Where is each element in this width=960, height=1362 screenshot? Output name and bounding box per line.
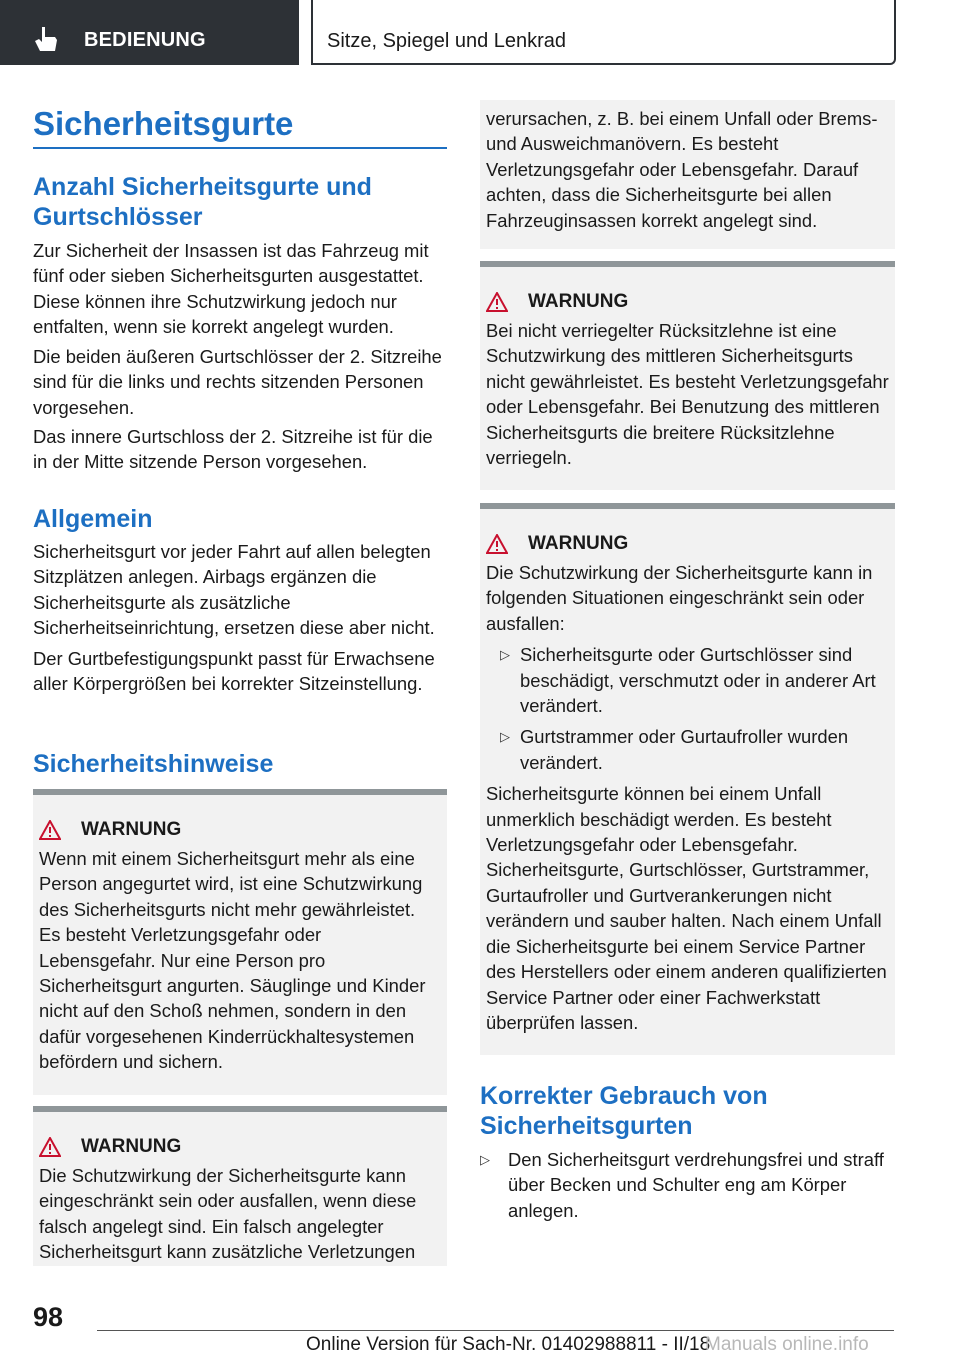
- title-divider: [33, 147, 447, 149]
- list-item-text: Den Sicherheitsgurt verdrehungsfrei und straff über Becken und Schulter eng am Körper anlegen.: [508, 1149, 884, 1221]
- warning-box-2: [33, 1106, 447, 1266]
- warning-triangle-icon: [39, 1137, 61, 1157]
- list-item: [486, 642, 889, 718]
- footer-watermark: Manuals online.info: [705, 1334, 869, 1355]
- list-item: [486, 724, 889, 775]
- warning-header: [39, 819, 441, 841]
- paragraph-5: Der Gurtbefestigungspunkt passt für Erwachsene aller Körpergrößen bei korrekter Sitzeinstellung.: [33, 648, 435, 695]
- list-item-text: Sicherheitsgurte oder Gurtschlösser sind beschädigt, verschmutzt oder in anderer Art verändert.: [520, 644, 876, 717]
- chapter-tab: [311, 0, 896, 65]
- heading-hinweise: Sicherheitshinweise: [33, 750, 274, 778]
- paragraph-3: Das innere Gurtschloss der 2. Sitzreihe ist für die in der Mitte sitzende Person vorgesehen.: [33, 426, 433, 473]
- warning-triangle-icon: [486, 292, 508, 312]
- footer-divider: [97, 1330, 894, 1331]
- list-item-text: Gurtstrammer oder Gurtaufroller wurden verändert.: [520, 726, 849, 773]
- triangle-bullet-icon: ▷: [500, 647, 510, 663]
- section-title: BEDIENUNG: [84, 29, 206, 51]
- warning-label: WARNUNG: [81, 1136, 182, 1157]
- hand-pointer-icon: [34, 26, 58, 52]
- warning-text: Wenn mit einem Sicherheitsgurt mehr als eine Person angegurtet wird, ist eine Schutzwirkung des Sicherheitsgurts nicht mehr gewährleistet. Es besteht Verletzungsgefahr oder Lebensgefahr. Nur eine Person pro Sicherheitsgurt angurten. Säuglinge und Kinder nicht auf den Schoß nehmen, sondern in den dafür vorgesehenen Kinderrückhaltesystemen befördern und sichern.: [39, 848, 426, 1073]
- page-number: 98: [33, 1302, 64, 1332]
- warning-label: WARNUNG: [528, 533, 629, 554]
- warning-text: Sicherheitsgurte können bei einem Unfall unmerklich beschädigt werden. Es besteht Verletzungsgefahr oder Lebensgefahr. Sicherheitsgurte, Gurtschlösser, Gurtstrammer, Gurtaufroller und Gurtverankerungen nicht verändern und sauber halten. Nach einem Unfall die Sicherheitsgurte bei einem Service Partner des Herstellers oder einem anderen qualifizierten Service Partner oder einer Fachwerkstatt überprüfen lassen.: [486, 783, 887, 1033]
- list-item: [480, 1147, 895, 1223]
- warning-label: WARNUNG: [81, 819, 182, 840]
- warning-text: Die Schutzwirkung der Sicherheitsgurte kann eingeschränkt sein oder ausfallen, wenn diese falsch angelegt sind. Ein falsch angelegter Sicherheitsgurt kann zusätzliche Verletzungen: [39, 1165, 417, 1263]
- warning-text: verursachen, z. B. bei einem Unfall oder Brems- und Ausweichmanövern. Es besteht Verletzungsgefahr oder Lebensgefahr. Darauf achten, dass die Sicherheitsgurte bei allen Fahrzeuginsassen korrekt angelegt sind.: [486, 108, 878, 231]
- section-tab: [0, 0, 299, 65]
- warning-label: WARNUNG: [528, 291, 629, 312]
- warning-triangle-icon: [486, 534, 508, 554]
- heading-allgemein: Allgemein: [33, 505, 153, 533]
- warning-box-continued: [480, 100, 895, 249]
- warning-header: [486, 291, 889, 313]
- paragraph-4: Sicherheitsgurt vor jeder Fahrt auf allen belegten Sitzplätzen anlegen. Airbags ergänzen die Sicherheitsgurte als zusätzliche Sicherheitseinrichtung, ersetzen diese aber nicht.: [33, 541, 435, 639]
- warning-intro: Die Schutzwirkung der Sicherheitsgurte kann in folgenden Situationen eingeschränkt sein oder ausfallen:: [486, 562, 873, 634]
- warning-header: [486, 533, 889, 555]
- warning-box-1: [33, 789, 447, 1095]
- warning-box-4: [480, 503, 895, 1055]
- heading-korrekt: Korrekter Gebrauch von Sicherheitsgurten: [480, 1082, 768, 1140]
- page-title: Sicherheitsgurte: [33, 105, 294, 142]
- triangle-bullet-icon: ▷: [480, 1152, 490, 1167]
- warning-box-3: [480, 261, 895, 490]
- chapter-title: Sitze, Spiegel und Lenkrad: [327, 30, 567, 52]
- triangle-bullet-icon: ▷: [500, 729, 510, 745]
- warning-triangle-icon: [39, 820, 61, 840]
- section-anzahl: [33, 172, 447, 232]
- heading-anzahl: Anzahl Sicherheitsgurte und Gurtschlösser: [33, 173, 372, 231]
- paragraph-2: Die beiden äußeren Gurtschlösser der 2. Sitzreihe sind für die links und rechts sitzenden Personen vorgesehen.: [33, 346, 442, 418]
- footer-version: Online Version für Sach-Nr. 01402988811 - II/18: [306, 1334, 711, 1355]
- warning-header: [39, 1136, 441, 1158]
- paragraph-1: Zur Sicherheit der Insassen ist das Fahrzeug mit fünf oder sieben Sicherheitsgurten ausgestattet. Diese können ihre Schutzwirkung jedoch nur entfalten, wenn sie korrekt angelegt wurden.: [33, 240, 429, 338]
- warning-text: Bei nicht verriegelter Rücksitzlehne ist eine Schutzwirkung des mittleren Sicherheitsgurts nicht gewährleistet. Es besteht Verletzungsgefahr oder Lebensgefahr. Bei Benutzung des mittleren Sicherheitsgurts die breitere Rücksitzlehne verriegeln.: [486, 320, 889, 469]
